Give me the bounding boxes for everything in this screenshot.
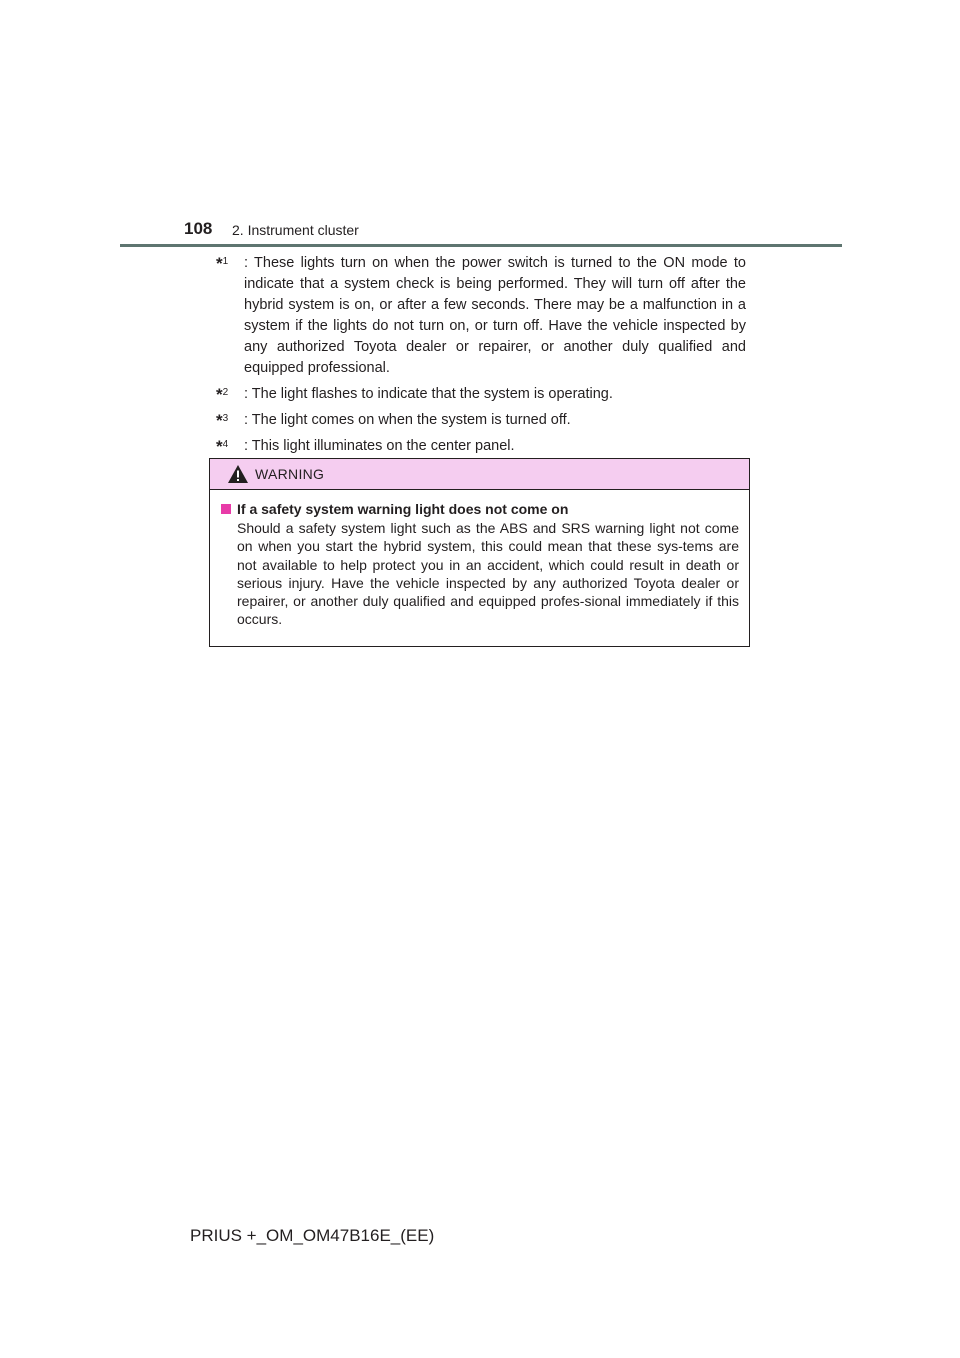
footnote-marker — [216, 253, 228, 276]
warning-heading — [221, 500, 749, 518]
page-number: 108 — [184, 219, 213, 238]
warning-heading-text: If a safety system warning light does not come on — [237, 501, 569, 517]
asterisk: * — [216, 437, 223, 456]
asterisk: * — [216, 411, 223, 430]
footnote-text: : These lights turn on when the power switch is turned to the ON mode to indicate that a system check is being performed. They will turn off after the hybrid system is on, or after a few seconds. There may be a malfunction in a system if the lights do not turn on, or turn off. Have the vehicle inspected by any authorized Toyota dealer or repairer, or another duly qualified and equipped professional. — [244, 255, 746, 376]
warning-header — [210, 459, 749, 490]
square-bullet-icon — [221, 504, 231, 514]
header-rule — [120, 244, 842, 247]
footnote-number: 3 — [222, 413, 229, 424]
footnote-marker — [216, 436, 228, 459]
footnote-text: : The light comes on when the system is turned off. — [244, 412, 571, 428]
footnote-3 — [216, 410, 746, 431]
warning-box — [209, 458, 750, 647]
warning-triangle-icon — [227, 464, 249, 484]
footer-doc-id: PRIUS +_OM_OM47B16E_(EE) — [190, 1226, 435, 1245]
asterisk: * — [216, 385, 223, 404]
footnote-text: : The light flashes to indicate that the system is operating. — [244, 386, 613, 402]
footnote-4 — [216, 436, 746, 457]
footnote-text: : This light illuminates on the center panel. — [244, 438, 515, 454]
footnote-marker — [216, 384, 228, 407]
asterisk: * — [216, 254, 223, 273]
footnote-marker — [216, 410, 228, 433]
footnote-2 — [216, 384, 746, 405]
footnote-1 — [216, 253, 746, 379]
footnote-number: 4 — [222, 439, 229, 450]
warning-body — [210, 500, 749, 629]
footnote-number: 1 — [222, 256, 229, 267]
warning-text: Should a safety system light such as the ABS and SRS warning light not come on when you start the hybrid system, this could mean that these sys-tems are not available to help protect you in an accident, which could result in death or serious injury. Have the vehicle inspected by any authorized Toyota dealer or repairer, or another duly qualified and equipped profes-sional immediately if this occurs. — [237, 520, 739, 628]
footnote-number: 2 — [222, 387, 229, 398]
footnote-list — [216, 253, 746, 462]
section-title: 2. Instrument cluster — [232, 222, 359, 238]
warning-label: WARNING — [255, 466, 325, 482]
